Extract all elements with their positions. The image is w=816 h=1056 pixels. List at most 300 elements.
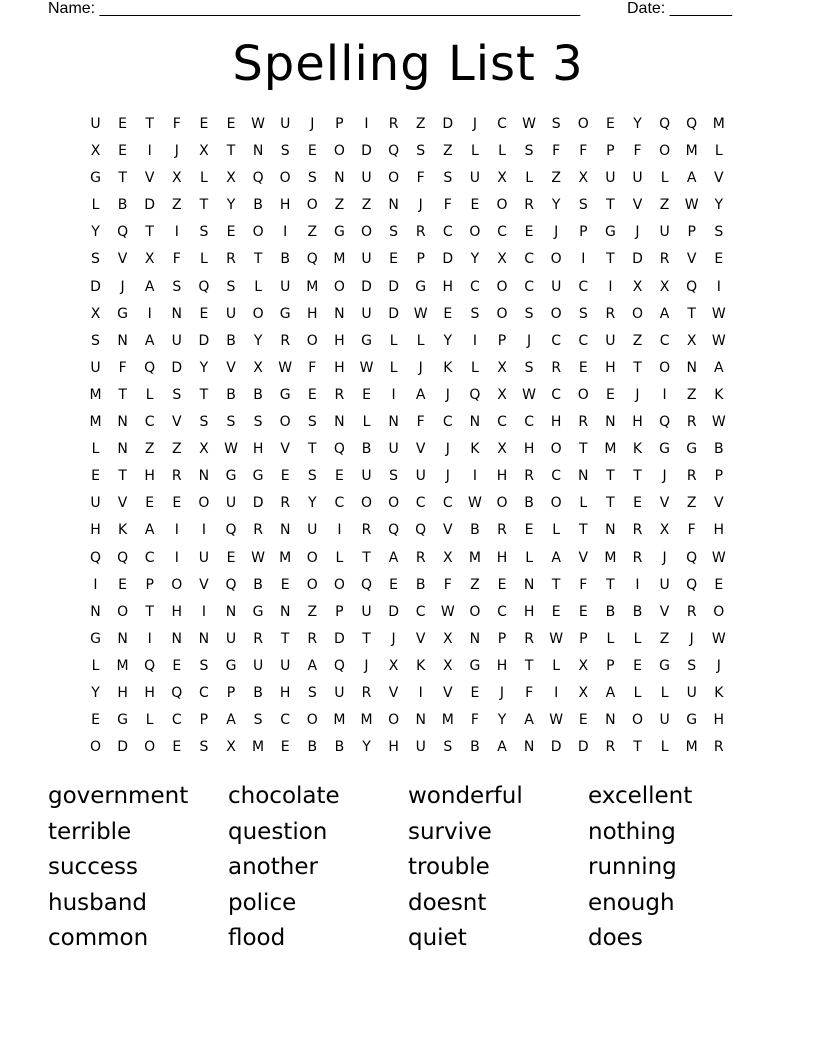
grid-letter[interactable]: O: [388, 170, 400, 187]
grid-letter[interactable]: O: [550, 251, 562, 268]
grid-letter[interactable]: I: [581, 251, 586, 268]
grid-letter[interactable]: X: [659, 522, 670, 539]
grid-letter[interactable]: L: [552, 657, 561, 674]
grid-letter[interactable]: R: [171, 468, 182, 485]
grid-letter[interactable]: V: [415, 630, 426, 647]
grid-letter[interactable]: P: [606, 657, 615, 674]
grid-letter[interactable]: R: [551, 359, 562, 376]
grid-letter[interactable]: Q: [225, 522, 237, 539]
grid-letter[interactable]: B: [361, 441, 372, 458]
grid-letter[interactable]: W: [251, 116, 266, 132]
grid-letter[interactable]: I: [174, 549, 179, 566]
grid-letter[interactable]: C: [415, 495, 426, 512]
grid-letter[interactable]: E: [226, 116, 236, 132]
grid-letter[interactable]: R: [524, 197, 534, 214]
grid-letter[interactable]: D: [361, 143, 372, 160]
grid-letter[interactable]: H: [334, 332, 345, 349]
grid-letter[interactable]: V: [714, 495, 724, 512]
grid-letter[interactable]: A: [605, 684, 616, 701]
grid-letter[interactable]: A: [388, 549, 399, 566]
grid-letter[interactable]: A: [144, 522, 155, 539]
grid-letter[interactable]: P: [714, 468, 724, 485]
grid-letter[interactable]: X: [578, 657, 589, 674]
grid-letter[interactable]: H: [117, 684, 128, 701]
grid-letter[interactable]: N: [279, 603, 291, 620]
grid-letter[interactable]: L: [552, 522, 561, 539]
grid-letter[interactable]: E: [280, 576, 290, 593]
grid-letter[interactable]: H: [144, 468, 155, 485]
grid-letter[interactable]: I: [391, 386, 396, 403]
grid-letter[interactable]: U: [388, 441, 399, 458]
grid-letter[interactable]: N: [117, 414, 128, 431]
grid-letter[interactable]: S: [389, 468, 399, 485]
grid-letter[interactable]: N: [686, 359, 697, 376]
grid-letter[interactable]: C: [280, 712, 291, 729]
grid-letter[interactable]: T: [118, 468, 127, 485]
grid-letter[interactable]: C: [659, 332, 670, 349]
grid-letter[interactable]: H: [713, 522, 725, 539]
grid-letter[interactable]: T: [118, 170, 127, 187]
grid-letter[interactable]: J: [716, 657, 721, 674]
grid-letter[interactable]: O: [631, 305, 644, 322]
grid-letter[interactable]: H: [496, 468, 508, 485]
grid-letter[interactable]: L: [470, 359, 479, 376]
grid-letter[interactable]: X: [199, 441, 209, 458]
grid-letter[interactable]: E: [199, 305, 209, 322]
grid-letter[interactable]: L: [498, 143, 506, 160]
grid-letter[interactable]: G: [90, 170, 101, 187]
grid-letter[interactable]: V: [117, 495, 128, 512]
grid-letter[interactable]: O: [631, 712, 644, 729]
grid-letter[interactable]: C: [144, 549, 155, 566]
grid-letter[interactable]: Z: [686, 386, 697, 403]
grid-letter[interactable]: I: [147, 143, 152, 160]
date-field[interactable]: Date: _______: [627, 0, 732, 17]
grid-letter[interactable]: X: [578, 684, 589, 701]
grid-letter[interactable]: J: [472, 116, 477, 132]
grid-letter[interactable]: V: [144, 170, 155, 187]
grid-letter[interactable]: O: [496, 495, 508, 512]
grid-letter[interactable]: R: [253, 630, 263, 647]
grid-letter[interactable]: G: [333, 224, 345, 241]
grid-letter[interactable]: H: [279, 684, 291, 701]
grid-letter[interactable]: Z: [172, 441, 182, 458]
grid-letter[interactable]: N: [334, 170, 345, 187]
grid-letter[interactable]: U: [280, 657, 291, 674]
grid-letter[interactable]: W: [711, 414, 726, 431]
grid-letter[interactable]: Z: [144, 441, 155, 458]
grid-letter[interactable]: N: [198, 468, 210, 485]
grid-letter[interactable]: O: [333, 576, 345, 593]
grid-letter[interactable]: T: [606, 495, 615, 512]
grid-letter[interactable]: Q: [333, 657, 345, 674]
grid-letter[interactable]: U: [252, 657, 264, 674]
grid-letter[interactable]: E: [714, 251, 724, 268]
grid-letter[interactable]: U: [280, 116, 291, 132]
grid-letter[interactable]: J: [662, 468, 667, 485]
grid-letter[interactable]: X: [497, 170, 507, 187]
grid-letter[interactable]: X: [659, 278, 670, 295]
grid-letter[interactable]: S: [280, 143, 290, 160]
grid-letter[interactable]: R: [605, 739, 616, 756]
grid-letter[interactable]: A: [686, 170, 697, 187]
grid-letter[interactable]: F: [172, 251, 181, 268]
grid-letter[interactable]: C: [497, 603, 507, 620]
grid-letter[interactable]: U: [280, 278, 291, 295]
grid-letter[interactable]: Q: [388, 522, 400, 539]
grid-letter[interactable]: C: [578, 332, 589, 349]
grid-letter[interactable]: L: [362, 414, 371, 431]
grid-letter[interactable]: Q: [659, 414, 671, 431]
grid-letter[interactable]: D: [117, 739, 128, 756]
grid-letter[interactable]: W: [549, 712, 564, 729]
grid-letter[interactable]: S: [172, 278, 182, 295]
grid-letter[interactable]: H: [144, 684, 155, 701]
grid-letter[interactable]: D: [90, 278, 101, 295]
grid-letter[interactable]: S: [443, 739, 453, 756]
grid-letter[interactable]: X: [686, 332, 697, 349]
grid-letter[interactable]: G: [415, 278, 427, 295]
grid-letter[interactable]: G: [659, 441, 671, 458]
grid-letter[interactable]: D: [144, 197, 156, 214]
grid-letter[interactable]: S: [389, 224, 399, 241]
grid-letter[interactable]: S: [714, 224, 724, 241]
grid-letter[interactable]: F: [416, 170, 425, 187]
grid-letter[interactable]: T: [606, 197, 615, 214]
grid-letter[interactable]: H: [496, 549, 508, 566]
grid-letter[interactable]: S: [470, 305, 480, 322]
grid-letter[interactable]: Y: [91, 224, 100, 241]
grid-letter[interactable]: V: [714, 170, 724, 187]
grid-letter[interactable]: W: [251, 549, 266, 566]
grid-letter[interactable]: I: [472, 468, 477, 485]
grid-letter[interactable]: E: [307, 143, 317, 160]
grid-letter[interactable]: E: [389, 576, 399, 593]
grid-letter[interactable]: O: [469, 603, 481, 620]
grid-letter[interactable]: L: [199, 170, 208, 187]
grid-letter[interactable]: B: [470, 739, 480, 756]
grid-letter[interactable]: E: [633, 657, 642, 674]
grid-letter[interactable]: U: [605, 170, 616, 187]
grid-letter[interactable]: R: [659, 251, 670, 268]
grid-letter[interactable]: M: [89, 414, 102, 431]
grid-letter[interactable]: Q: [659, 116, 671, 132]
grid-letter[interactable]: Q: [469, 386, 481, 403]
grid-letter[interactable]: E: [118, 116, 128, 132]
grid-letter[interactable]: Y: [91, 684, 100, 701]
grid-letter[interactable]: B: [226, 332, 236, 349]
grid-letter[interactable]: H: [334, 359, 345, 376]
grid-letter[interactable]: U: [686, 684, 697, 701]
grid-letter[interactable]: R: [605, 305, 616, 322]
grid-letter[interactable]: O: [550, 441, 562, 458]
grid-letter[interactable]: U: [361, 170, 372, 187]
grid-letter[interactable]: Y: [308, 495, 317, 512]
grid-letter[interactable]: P: [687, 224, 696, 241]
grid-letter[interactable]: L: [91, 197, 100, 214]
grid-letter[interactable]: I: [418, 684, 423, 701]
grid-letter[interactable]: M: [333, 712, 346, 729]
grid-letter[interactable]: N: [415, 712, 426, 729]
grid-letter[interactable]: J: [445, 468, 450, 485]
grid-letter[interactable]: W: [684, 197, 699, 214]
grid-letter[interactable]: I: [608, 278, 613, 295]
grid-letter[interactable]: Z: [172, 197, 182, 214]
grid-letter[interactable]: B: [470, 522, 480, 539]
grid-letter[interactable]: Z: [443, 143, 453, 160]
grid-letter[interactable]: D: [334, 630, 345, 647]
grid-letter[interactable]: U: [198, 549, 210, 566]
grid-letter[interactable]: V: [443, 684, 453, 701]
grid-letter[interactable]: X: [497, 359, 507, 376]
grid-letter[interactable]: O: [577, 116, 589, 132]
grid-letter[interactable]: Q: [306, 251, 318, 268]
grid-letter[interactable]: A: [144, 278, 155, 295]
grid-letter[interactable]: E: [497, 576, 507, 593]
grid-letter[interactable]: B: [117, 197, 128, 214]
grid-letter[interactable]: I: [662, 386, 667, 403]
grid-letter[interactable]: R: [226, 251, 236, 268]
grid-letter[interactable]: C: [524, 278, 534, 295]
grid-letter[interactable]: I: [472, 332, 477, 349]
grid-letter[interactable]: N: [117, 332, 128, 349]
grid-letter[interactable]: E: [226, 224, 236, 241]
grid-letter[interactable]: N: [578, 468, 589, 485]
grid-letter[interactable]: Z: [551, 170, 561, 187]
grid-letter[interactable]: B: [632, 603, 643, 620]
grid-letter[interactable]: R: [307, 630, 318, 647]
grid-letter[interactable]: R: [497, 522, 507, 539]
grid-letter[interactable]: U: [605, 332, 616, 349]
grid-letter[interactable]: B: [253, 684, 263, 701]
grid-letter[interactable]: O: [333, 143, 345, 160]
grid-letter[interactable]: V: [226, 359, 236, 376]
grid-letter[interactable]: Y: [226, 197, 236, 214]
grid-letter[interactable]: C: [470, 278, 480, 295]
grid-letter[interactable]: D: [361, 278, 372, 295]
grid-letter[interactable]: S: [226, 278, 236, 295]
grid-letter[interactable]: Q: [415, 522, 427, 539]
grid-letter[interactable]: N: [469, 630, 481, 647]
grid-letter[interactable]: O: [577, 386, 589, 403]
grid-letter[interactable]: Q: [117, 549, 129, 566]
grid-letter[interactable]: H: [523, 603, 535, 620]
grid-letter[interactable]: S: [226, 414, 236, 431]
grid-letter[interactable]: S: [578, 305, 588, 322]
grid-letter[interactable]: O: [388, 712, 400, 729]
grid-letter[interactable]: E: [307, 386, 317, 403]
grid-letter[interactable]: T: [633, 359, 642, 376]
grid-letter[interactable]: A: [497, 739, 507, 756]
grid-letter[interactable]: G: [686, 441, 698, 458]
grid-letter[interactable]: J: [391, 630, 396, 647]
grid-letter[interactable]: R: [524, 630, 534, 647]
grid-letter[interactable]: N: [117, 630, 128, 647]
grid-letter[interactable]: L: [714, 143, 723, 160]
grid-letter[interactable]: E: [524, 224, 534, 241]
grid-letter[interactable]: F: [687, 522, 696, 539]
grid-letter[interactable]: L: [254, 278, 262, 295]
grid-letter[interactable]: O: [496, 278, 508, 295]
grid-letter[interactable]: L: [91, 441, 100, 458]
grid-letter[interactable]: T: [199, 386, 209, 403]
grid-letter[interactable]: X: [253, 359, 263, 376]
grid-letter[interactable]: X: [497, 441, 507, 458]
grid-letter[interactable]: L: [389, 332, 398, 349]
grid-letter[interactable]: L: [579, 495, 588, 512]
grid-letter[interactable]: O: [171, 576, 183, 593]
grid-letter[interactable]: H: [713, 712, 725, 729]
grid-letter[interactable]: W: [278, 359, 293, 376]
grid-letter[interactable]: S: [578, 197, 588, 214]
grid-letter[interactable]: L: [416, 332, 425, 349]
grid-letter[interactable]: T: [308, 441, 317, 458]
grid-letter[interactable]: M: [468, 549, 481, 566]
grid-letter[interactable]: S: [687, 657, 697, 674]
grid-letter[interactable]: U: [225, 495, 237, 512]
grid-letter[interactable]: C: [442, 224, 453, 241]
grid-letter[interactable]: L: [335, 549, 344, 566]
grid-letter[interactable]: Q: [686, 549, 698, 566]
grid-letter[interactable]: G: [225, 657, 237, 674]
grid-letter[interactable]: Q: [144, 359, 156, 376]
grid-letter[interactable]: D: [388, 305, 399, 322]
grid-letter[interactable]: V: [632, 197, 643, 214]
grid-letter[interactable]: C: [497, 116, 507, 132]
grid-letter[interactable]: F: [552, 143, 561, 160]
grid-letter[interactable]: G: [279, 386, 291, 403]
grid-letter[interactable]: R: [334, 386, 345, 403]
grid-letter[interactable]: K: [714, 386, 724, 403]
grid-letter[interactable]: O: [117, 603, 129, 620]
grid-letter[interactable]: E: [280, 468, 290, 485]
grid-letter[interactable]: J: [635, 224, 640, 241]
grid-letter[interactable]: W: [522, 386, 537, 403]
grid-letter[interactable]: T: [226, 143, 236, 160]
grid-letter[interactable]: U: [90, 359, 101, 376]
grid-letter[interactable]: F: [443, 197, 452, 214]
grid-letter[interactable]: D: [171, 359, 183, 376]
grid-letter[interactable]: B: [280, 251, 290, 268]
grid-letter[interactable]: R: [524, 468, 534, 485]
grid-letter[interactable]: E: [551, 603, 561, 620]
grid-letter[interactable]: S: [443, 170, 453, 187]
grid-letter[interactable]: H: [252, 441, 264, 458]
grid-letter[interactable]: U: [361, 468, 372, 485]
grid-letter[interactable]: T: [280, 630, 290, 647]
grid-letter[interactable]: V: [280, 441, 290, 458]
grid-letter[interactable]: B: [253, 386, 263, 403]
grid-letter[interactable]: A: [226, 712, 236, 729]
grid-letter[interactable]: S: [199, 739, 209, 756]
grid-letter[interactable]: C: [524, 414, 534, 431]
grid-letter[interactable]: H: [496, 657, 508, 674]
grid-letter[interactable]: C: [551, 386, 562, 403]
grid-letter[interactable]: J: [364, 657, 369, 674]
grid-letter[interactable]: B: [253, 576, 263, 593]
grid-letter[interactable]: G: [279, 305, 291, 322]
grid-letter[interactable]: O: [360, 495, 373, 512]
grid-letter[interactable]: C: [442, 495, 453, 512]
grid-letter[interactable]: E: [118, 576, 128, 593]
grid-letter[interactable]: O: [388, 495, 400, 512]
grid-letter[interactable]: Y: [551, 197, 561, 214]
grid-letter[interactable]: Z: [659, 197, 670, 214]
grid-letter[interactable]: L: [525, 170, 533, 187]
grid-letter[interactable]: U: [659, 576, 670, 593]
grid-letter[interactable]: O: [496, 305, 508, 322]
grid-letter[interactable]: U: [225, 630, 237, 647]
grid-letter[interactable]: F: [118, 359, 127, 376]
grid-letter[interactable]: J: [445, 441, 450, 458]
grid-letter[interactable]: M: [306, 278, 319, 295]
grid-letter[interactable]: R: [686, 414, 697, 431]
grid-letter[interactable]: U: [361, 251, 372, 268]
grid-letter[interactable]: M: [333, 251, 346, 268]
grid-letter[interactable]: E: [226, 549, 236, 566]
grid-letter[interactable]: D: [442, 251, 454, 268]
grid-letter[interactable]: P: [579, 630, 588, 647]
grid-letter[interactable]: L: [606, 630, 615, 647]
grid-letter[interactable]: U: [551, 278, 562, 295]
grid-letter[interactable]: M: [89, 386, 102, 403]
grid-letter[interactable]: U: [90, 116, 101, 132]
grid-letter[interactable]: H: [90, 522, 101, 539]
grid-letter[interactable]: E: [714, 576, 724, 593]
grid-letter[interactable]: E: [91, 712, 100, 729]
grid-letter[interactable]: F: [633, 143, 642, 160]
grid-letter[interactable]: X: [90, 305, 101, 322]
grid-letter[interactable]: T: [362, 549, 371, 566]
grid-letter[interactable]: P: [606, 143, 615, 160]
grid-letter[interactable]: U: [334, 684, 345, 701]
grid-letter[interactable]: U: [307, 522, 318, 539]
grid-letter[interactable]: E: [524, 522, 534, 539]
grid-letter[interactable]: M: [279, 549, 292, 566]
grid-letter[interactable]: T: [579, 441, 588, 458]
grid-letter[interactable]: T: [145, 224, 154, 241]
grid-letter[interactable]: N: [334, 414, 345, 431]
grid-letter[interactable]: O: [252, 224, 264, 241]
grid-letter[interactable]: O: [306, 332, 318, 349]
grid-letter[interactable]: R: [361, 522, 372, 539]
grid-letter[interactable]: Y: [443, 332, 453, 349]
grid-letter[interactable]: J: [499, 684, 505, 701]
grid-letter[interactable]: I: [147, 630, 152, 647]
grid-letter[interactable]: N: [117, 441, 128, 458]
grid-letter[interactable]: C: [442, 414, 453, 431]
grid-letter[interactable]: V: [443, 522, 453, 539]
grid-letter[interactable]: T: [199, 197, 209, 214]
grid-letter[interactable]: V: [415, 441, 426, 458]
grid-letter[interactable]: S: [307, 684, 317, 701]
grid-letter[interactable]: V: [117, 251, 128, 268]
grid-letter[interactable]: N: [523, 576, 535, 593]
grid-letter[interactable]: Q: [686, 116, 698, 132]
grid-letter[interactable]: O: [333, 278, 345, 295]
grid-letter[interactable]: I: [174, 224, 179, 241]
grid-letter[interactable]: E: [633, 495, 642, 512]
grid-letter[interactable]: V: [659, 495, 670, 512]
grid-letter[interactable]: I: [554, 684, 559, 701]
grid-letter[interactable]: V: [686, 251, 697, 268]
grid-letter[interactable]: P: [416, 251, 425, 268]
grid-letter[interactable]: T: [633, 468, 642, 485]
grid-letter[interactable]: X: [497, 386, 507, 403]
grid-letter[interactable]: C: [199, 684, 209, 701]
grid-letter[interactable]: T: [687, 305, 696, 322]
grid-letter[interactable]: O: [550, 305, 562, 322]
